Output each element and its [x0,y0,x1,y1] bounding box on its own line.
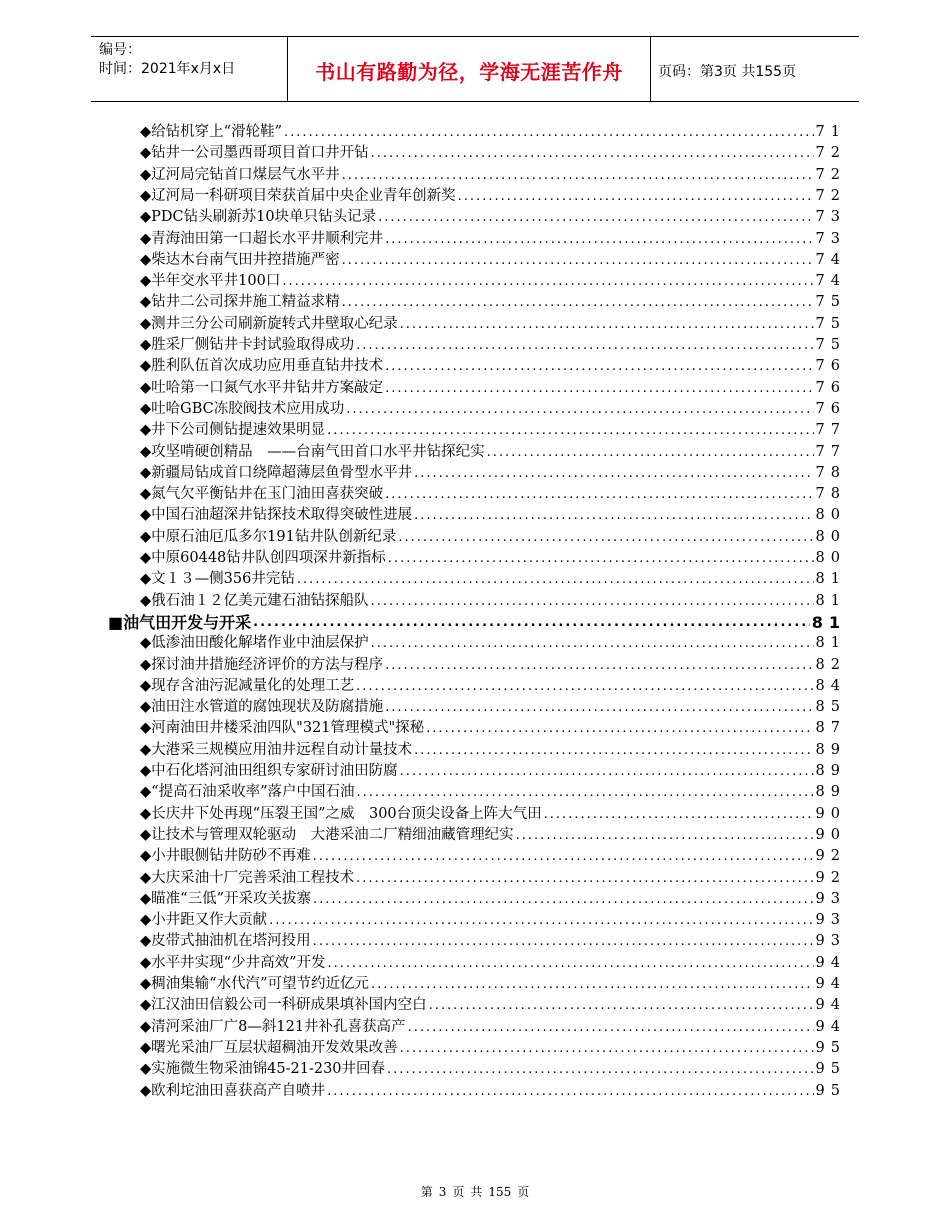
diamond-bullet-icon: ◆ [140,677,152,694]
toc-entry-title: 辽河局一科研项目荣获首届中央企业青年创新奖 [151,187,456,204]
toc-entry-title: 小井眼侧钻井防砂不再难 [151,848,311,865]
toc-entry-title: 油田注水管道的腐蚀现状及防腐措施 [151,699,384,716]
toc-entry-title: 皮带式抽油机在塔河投用 [151,933,311,950]
toc-entry-page: 77 [815,443,846,460]
diamond-bullet-icon: ◆ [140,528,152,545]
diamond-bullet-icon: ◆ [140,933,152,950]
toc-entry-title: 测井三分公司刷新旋转式井壁取心纪录 [151,315,398,332]
toc-entry[interactable] [140,548,846,569]
diamond-bullet-icon: ◆ [140,166,152,183]
toc-entry-title: 攻坚啃硬创精品 ——台南气田首口水平井钻探纪实 [151,443,485,460]
dot-leader [414,463,813,484]
toc-entry-title: 欧利坨油田喜获高产自喷井 [151,1082,326,1099]
header-motto-cell [287,37,651,101]
toc-entry-page: 89 [815,784,846,801]
toc-entry[interactable] [140,804,846,825]
toc-entry[interactable] [140,356,846,377]
dot-leader [284,122,814,143]
toc-entry[interactable] [140,889,846,910]
toc-entry-page: 81 [815,635,846,652]
dot-leader [356,782,813,803]
toc-entry-title: 河南油田井楼采油四队"321管理模式"探秘 [151,720,425,737]
toc-entry-page: 95 [815,1039,846,1056]
diamond-bullet-icon: ◆ [140,976,152,992]
toc-entry-page: 77 [815,422,846,439]
toc-entry-page: 90 [815,826,846,843]
footer-current-page: 3 [438,1185,447,1199]
dot-leader [385,378,813,399]
toc-entry[interactable] [140,846,846,867]
page-footer [0,1183,950,1200]
toc-entry[interactable] [140,718,846,739]
toc-entry[interactable] [140,782,846,803]
dot-leader [398,527,813,548]
diamond-bullet-icon: ◆ [140,464,152,481]
toc-entry-page: 75 [815,294,846,311]
toc-entry-title: 钻井二公司探井施工精益求精 [151,294,340,311]
toc-entry[interactable] [140,974,846,995]
diamond-bullet-icon: ◆ [140,635,152,652]
diamond-bullet-icon: ◆ [140,124,152,140]
toc-entry-title: 中原石油厄瓜多尔191钻井队创新纪录 [151,528,397,545]
dot-leader [388,548,814,569]
dot-leader [253,612,810,633]
toc-entry-page: 71 [815,124,846,140]
toc-entry-title: 中国石油超深井钻探技术取得突破性进展 [151,507,413,524]
toc-entry[interactable] [140,633,846,654]
toc-entry-title: 辽河局完钻首口煤层气水平井 [151,166,340,183]
dot-leader [414,505,813,526]
toc-entry-page: 92 [815,848,846,865]
diamond-bullet-icon: ◆ [140,912,152,929]
diamond-bullet-icon: ◆ [140,273,152,290]
dot-leader [342,165,814,186]
dot-leader [342,292,814,313]
diamond-bullet-icon: ◆ [140,869,152,886]
toc-entry-title: 油气田开发与开采 [123,612,252,632]
diamond-bullet-icon: ◆ [140,379,152,396]
toc-entry-title: 吐哈第一口氮气水平井钻井方案敲定 [151,379,384,396]
toc-entry[interactable] [140,995,846,1016]
toc-entry[interactable] [140,1017,846,1038]
time-label: 时间：2021年x月x日 [99,61,236,77]
toc-entry-title: 清河采油厂广8—斜121井补孔喜获高产 [151,1018,406,1035]
toc-entry-page: 85 [815,699,846,716]
toc-entry[interactable] [140,165,846,186]
code-label: 编号： [99,42,141,58]
dot-leader [400,1038,814,1059]
square-bullet-icon: ■ [108,612,124,632]
toc-entry[interactable] [140,420,846,441]
toc-entry-title: “提高石油采收率”落户中国石油 [151,784,355,801]
toc-entry-title: 文１３—侧356井完钻 [151,571,295,588]
toc-entry-title: 胜利队伍首次成功应用垂直钻井技术 [151,358,384,375]
diamond-bullet-icon: ◆ [140,1082,152,1099]
diamond-bullet-icon: ◆ [140,763,152,779]
toc-entry-page: 73 [815,230,846,247]
dot-leader [356,676,813,697]
diamond-bullet-icon: ◆ [140,400,152,417]
dot-leader [400,314,814,335]
toc-entry-title: 曙光采油厂互层状超稠油开发效果改善 [151,1039,398,1056]
toc-entry-title: 给钻机穿上“滑轮鞋” [151,124,282,140]
toc-entry-title: PDC钻头刷新苏10块单只钻头记录 [151,209,377,226]
diamond-bullet-icon: ◆ [140,550,152,566]
dot-leader [313,889,814,910]
page-info: 页码：第3页 共155页 [658,64,797,80]
toc-entry-title: 大港采三规模应用油井远程自动计量技术 [151,741,413,758]
dot-leader [378,207,813,228]
toc-entry[interactable] [140,250,846,271]
toc-entry-page: 89 [815,763,846,779]
toc-entry-title: 低渗油田酸化解堵作业中油层保护 [151,635,369,652]
diamond-bullet-icon: ◆ [140,422,152,439]
dot-leader [387,1059,814,1080]
toc-entry[interactable] [140,271,846,292]
dot-leader [313,846,814,867]
diamond-bullet-icon: ◆ [140,251,152,268]
dot-leader [371,143,814,164]
header-page-cell [650,37,859,101]
toc-entry-page: 81 [815,571,846,588]
toc-entry[interactable] [140,505,846,526]
toc-section-heading[interactable] [108,612,846,633]
toc-entry-title: 吐哈GBC冻胶阀技术应用成功 [151,400,345,417]
dot-leader [371,974,814,995]
diamond-bullet-icon: ◆ [140,571,152,588]
dot-leader [346,399,813,420]
toc-entry-title: 俄石油１２亿美元建石油钻探船队 [151,592,369,609]
toc-entry-page: 74 [815,251,846,268]
toc-entry-page: 80 [815,550,846,566]
footer-gong: 共 [470,1185,483,1199]
toc-entry-title: 井下公司侧钻提速效果明显 [151,422,326,439]
dot-leader [282,271,813,292]
toc-entry[interactable] [140,591,846,612]
toc-entry-page: 81 [811,612,846,632]
footer-di: 第 [420,1185,433,1199]
toc-entry-title: 中石化塔河油田组织专家研讨油田防腐 [151,763,398,779]
diamond-bullet-icon: ◆ [140,1018,152,1035]
dot-leader [426,718,813,739]
toc-entry-title: 水平井实现“少井高效”开发 [151,954,326,971]
toc-entry-title: 长庆井下处再现“压裂王国”之威 300台顶尖设备上阵大气田 [151,805,542,822]
toc-entry-page: 75 [815,337,846,353]
dot-leader [327,953,813,974]
toc-entry-page: 95 [815,1061,846,1078]
toc-entry-page: 76 [815,400,846,417]
diamond-bullet-icon: ◆ [140,720,152,737]
toc-entry-page: 80 [815,528,846,545]
toc-entry-title: 柴达木台南气田井控措施严密 [151,251,340,268]
dot-leader [544,804,814,825]
toc-entry-page: 80 [815,507,846,524]
diamond-bullet-icon: ◆ [140,443,152,460]
toc-entry[interactable] [140,527,846,548]
toc-entry[interactable] [140,463,846,484]
diamond-bullet-icon: ◆ [140,209,152,226]
toc-entry-page: 93 [815,890,846,907]
diamond-bullet-icon: ◆ [140,230,152,247]
toc-entry[interactable] [140,314,846,335]
toc-entry-page: 94 [815,997,846,1014]
diamond-bullet-icon: ◆ [140,592,152,609]
toc-entry-page: 76 [815,379,846,396]
dot-leader [297,569,814,590]
toc-entry[interactable] [140,761,846,782]
diamond-bullet-icon: ◆ [140,187,152,204]
toc-entry[interactable] [140,868,846,889]
toc-entry-title: 新疆局钻成首口绕障超薄层鱼骨型水平井 [151,464,413,481]
dot-leader [400,761,814,782]
toc-entry-page: 95 [815,1082,846,1099]
toc-entry-title: 中原60448钻井队创四项深井新指标 [151,550,386,566]
diamond-bullet-icon: ◆ [140,507,152,524]
dot-leader [414,740,813,761]
diamond-bullet-icon: ◆ [140,826,152,843]
toc-entry-title: 现存含油污泥减量化的处理工艺 [151,677,355,694]
toc-entry[interactable] [140,655,846,676]
toc-entry[interactable] [140,186,846,207]
toc-entry-title: 稠油集输“水代汽”可望节约近亿元 [151,976,369,992]
diamond-bullet-icon: ◆ [140,784,152,801]
diamond-bullet-icon: ◆ [140,486,152,503]
diamond-bullet-icon: ◆ [140,954,152,971]
toc-entry-title: 瞄准“三低”开采攻关拔寨 [151,890,311,907]
diamond-bullet-icon: ◆ [140,890,152,907]
toc-entry-title: 半年交水平井100口 [151,273,281,290]
toc-entry[interactable] [140,697,846,718]
toc-entry[interactable] [140,1059,846,1080]
toc-entry-title: 小井距又作大贡献 [151,912,268,929]
toc-entry-page: 72 [815,187,846,204]
dot-leader [385,356,813,377]
diamond-bullet-icon: ◆ [140,358,152,375]
toc-entry-page: 93 [815,933,846,950]
toc-entry-title: 江汉油田信毅公司一科研成果填补国内空白 [151,997,427,1014]
dot-leader [356,335,813,356]
toc-entry[interactable] [140,569,846,590]
toc-entry-page: 73 [815,209,846,226]
motto: 书山有路勤为径，学海无涯苦作舟 [315,60,623,84]
toc-entry-page: 72 [815,166,846,183]
toc-entry-page: 75 [815,315,846,332]
header-meta-cell [91,37,287,101]
dot-leader [313,931,814,952]
toc-entry-page: 72 [815,145,846,162]
toc-entry[interactable] [140,825,846,846]
dot-leader [516,825,814,846]
dot-leader [327,1081,813,1102]
dot-leader [385,655,813,676]
diamond-bullet-icon: ◆ [140,699,152,716]
footer-total-pages: 155 [488,1185,512,1199]
toc-entry-page: 74 [815,273,846,290]
dot-leader [429,995,814,1016]
toc-entry[interactable] [140,143,846,164]
toc-entry-page: 78 [815,464,846,481]
toc-entry-page: 93 [815,912,846,929]
toc-entry-page: 78 [815,486,846,503]
diamond-bullet-icon: ◆ [140,294,152,311]
toc-entry-page: 76 [815,358,846,375]
dot-leader [327,420,813,441]
dot-leader [385,484,813,505]
toc-entry-title: 实施微生物采油锦45-21-230井回春 [151,1061,386,1078]
toc-entry-title: 胜采厂侧钻井卡封试验取得成功 [151,337,355,353]
toc-entry[interactable] [140,740,846,761]
toc-entry-page: 89 [815,741,846,758]
dot-leader [408,1017,814,1038]
dot-leader [371,591,814,612]
toc-entry[interactable] [140,378,846,399]
dot-leader [269,910,813,931]
toc-entry-page: 90 [815,805,846,822]
toc-entry[interactable] [140,207,846,228]
diamond-bullet-icon: ◆ [140,805,152,822]
toc-entry[interactable] [140,1081,846,1102]
dot-leader [385,697,813,718]
toc-entry-title: 氮气欠平衡钻井在玉门油田喜获突破 [151,486,384,503]
diamond-bullet-icon: ◆ [140,1061,152,1078]
footer-ye2: 页 [517,1185,530,1199]
diamond-bullet-icon: ◆ [140,848,152,865]
toc-entry-page: 94 [815,954,846,971]
diamond-bullet-icon: ◆ [140,315,152,332]
toc-entry-page: 94 [815,1018,846,1035]
toc-entry[interactable] [140,122,846,143]
toc-entry[interactable] [140,292,846,313]
toc-entry[interactable] [140,484,846,505]
dot-leader [342,250,814,271]
toc-entry-page: 82 [815,656,846,673]
diamond-bullet-icon: ◆ [140,1039,152,1056]
dot-leader [487,442,814,463]
toc-entry-title: 青海油田第一口超长水平井顺利完井 [151,230,384,247]
toc-entry-page: 92 [815,869,846,886]
toc-entry[interactable] [140,931,846,952]
footer-ye: 页 [452,1185,465,1199]
toc-entry[interactable] [140,676,846,697]
toc-entry-page: 84 [815,677,846,694]
toc-entry-page: 94 [815,976,846,992]
toc-entry-page: 81 [815,592,846,609]
diamond-bullet-icon: ◆ [140,337,152,353]
dot-leader [458,186,814,207]
toc-entry[interactable] [140,953,846,974]
toc-entry[interactable] [140,910,846,931]
diamond-bullet-icon: ◆ [140,741,152,758]
dot-leader [371,633,814,654]
toc-entry[interactable] [140,399,846,420]
toc-entry-title: 探讨油井措施经济评价的方法与程序 [151,656,384,673]
diamond-bullet-icon: ◆ [140,997,152,1014]
toc-entry-title: 钻井一公司墨西哥项目首口井开钻 [151,145,369,162]
toc-entry-page: 87 [815,720,846,737]
page-header [91,36,859,102]
toc-entry[interactable] [140,1038,846,1059]
toc-entry[interactable] [140,442,846,463]
toc-entry[interactable] [140,229,846,250]
diamond-bullet-icon: ◆ [140,145,152,162]
toc-entry[interactable] [140,335,846,356]
diamond-bullet-icon: ◆ [140,656,152,673]
toc-entry-title: 大庆采油十厂完善采油工程技术 [151,869,355,886]
toc-entry-title: 让技术与管理双轮驱动 大港采油二厂精细油藏管理纪实 [151,826,514,843]
dot-leader [385,229,813,250]
dot-leader [356,868,813,889]
